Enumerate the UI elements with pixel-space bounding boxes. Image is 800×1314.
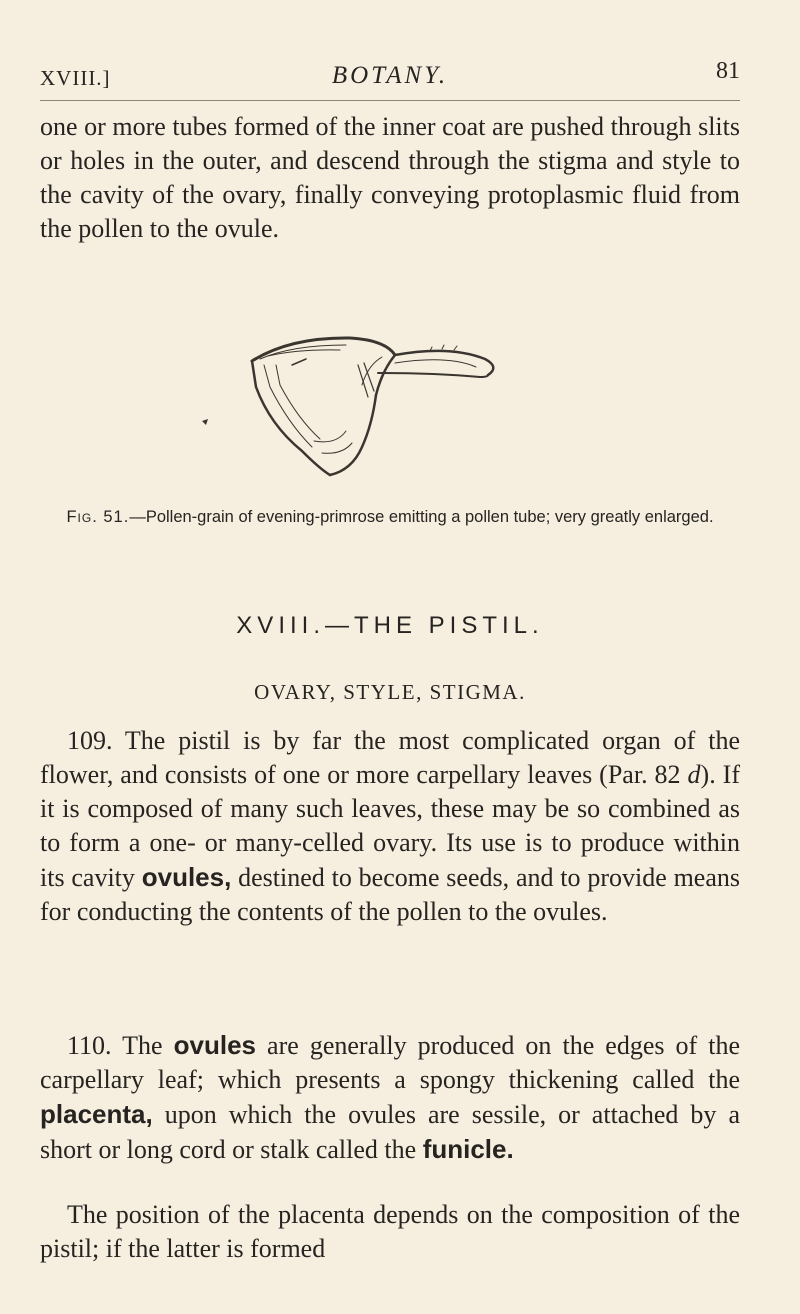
figure-caption xyxy=(40,507,740,528)
pollen-grain-illustration xyxy=(180,325,600,495)
paragraph-position-of-placenta: The position of the placenta depends on the composition of the pistil; if the latter is formed xyxy=(40,1200,740,1263)
pointer-mark xyxy=(202,419,208,425)
page-number: 81 xyxy=(716,58,740,84)
term-funicle: funicle. xyxy=(422,1134,514,1164)
paragraph-text: upon which the ovules are sessile, or attached by a short or long cord or stalk called the xyxy=(40,1100,740,1164)
figure-caption-text: —Pollen-grain of evening-primrose emitting a pollen tube; very greatly enlarged. xyxy=(129,508,714,526)
figure-label: Fig. 51. xyxy=(66,508,130,526)
reference-letter: d xyxy=(687,760,701,789)
running-head xyxy=(40,58,740,98)
paragraph-text: ). If it is composed of many such leaves, these may be so combined as to form a one- or many-celled ovary. Its use is to produce within its cavity xyxy=(40,760,740,892)
section-subheading: OVARY, STYLE, STIGMA. xyxy=(254,680,526,704)
paragraph-number: 109. xyxy=(67,726,113,755)
paragraph-text: The xyxy=(122,1031,174,1060)
term-placenta: placenta, xyxy=(40,1099,153,1129)
paragraph-text: destined to become seeds, and to provide means for conducting the contents of the pollen to the ovules. xyxy=(40,863,741,926)
running-title: BOTANY. xyxy=(331,62,449,89)
paragraph-text: are generally produced on the edges of the carpellary leaf; which presents a spongy thickening called the xyxy=(40,1031,741,1094)
term-ovules: ovules xyxy=(173,1030,256,1060)
paragraph-109 xyxy=(40,724,740,929)
section-heading: XVIII.—THE PISTIL. xyxy=(236,612,544,639)
term-ovules: ovules, xyxy=(141,862,232,892)
paragraph-110 xyxy=(40,1028,740,1167)
paragraph-continued: one or more tubes formed of the inner coat are pushed through slits or holes in the outer, and descend through the stigma and style to the cavity of the ovary, finally conveying protoplasmic fluid from the pollen to the ovule. xyxy=(40,112,740,243)
paragraph-text: The pistil is by far the most complicated organ of the flower, and consists of one or more carpellary leaves (Par. 82 xyxy=(40,726,740,789)
header-rule xyxy=(40,100,740,101)
chapter-marker: XVIII.] xyxy=(40,66,111,90)
paragraph-number: 110. xyxy=(67,1031,112,1060)
